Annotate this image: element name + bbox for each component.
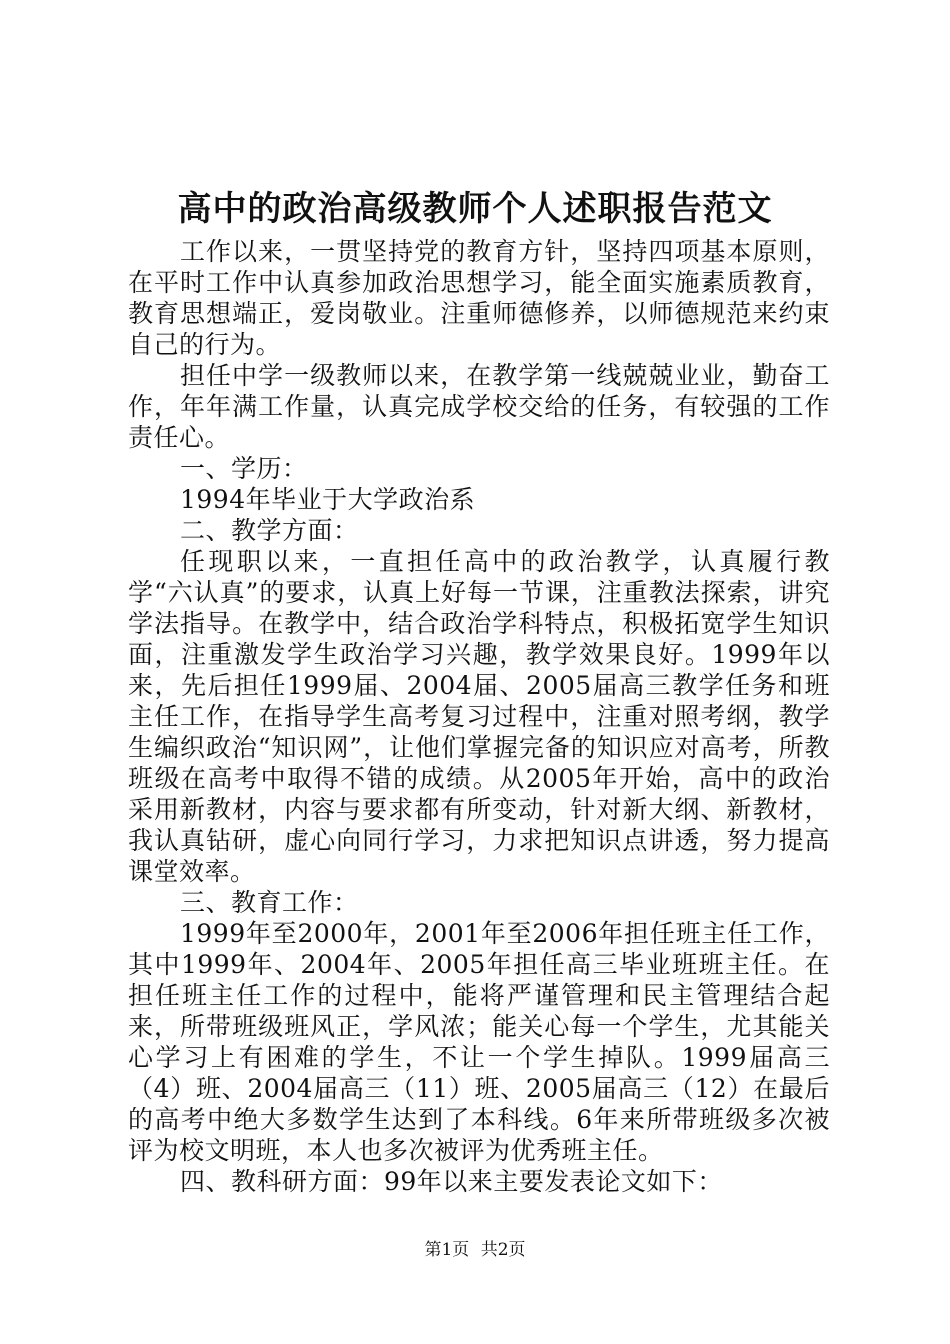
paragraph-intro: 工作以来，一贯坚持党的教育方针，坚持四项基本原则，在平时工作中认真参加政治思想学习，能全面实施素质教育，教育思想端正，爱岗敬业。注重师德修养，以师德规范来约束自己的行为。 <box>128 237 830 359</box>
document-body <box>128 236 830 1197</box>
heading-education-background: 一、学历： <box>180 454 308 483</box>
paragraph-duties: 担任中学一级教师以来，在教学第一线兢兢业业，勤奋工作，年年满工作量，认真完成学校交给的任务，有较强的工作责任心。 <box>128 361 830 452</box>
document-title: 高中的政治高级教师个人述职报告范文 <box>177 189 773 229</box>
page-number: 第1页 <box>424 1240 470 1260</box>
paragraph-education-background: 1994年毕业于大学政治系 <box>180 485 476 514</box>
heading-education-work: 三、教育工作： <box>180 888 359 917</box>
page-footer <box>0 1238 950 1262</box>
page-total: 共2页 <box>480 1240 526 1260</box>
heading-teaching: 二、教学方面： <box>180 516 359 545</box>
paragraph-education-work: 1999年至2000年，2001年至2006年担任班主任工作，其中1999年、2004年、2005年担任高三毕业班班主任。在担任班主任工作的过程中，能将严谨管理和民主管理结合起来，所带班级班风正，学风浓；能关心每一个学生，尤其能关心学习上有困难的学生，不让一个学生掉队。1999届高三（4）班、2004届高三（11）班、2005届高三（12）在最后的高考中绝大多数学生达到了本科线。6年来所带班级多次被评为校文明班，本人也多次被评为优秀班主任。 <box>128 919 830 1165</box>
paragraph-teaching: 任现职以来，一直担任高中的政治教学，认真履行教学“六认真”的要求，认真上好每一节课，注重教法探索，讲究学法指导。在教学中，结合政治学科特点，积极拓宽学生知识面，注重激发学生政治学习兴趣，教学效果良好。1999年以来，先后担任1999届、2004届、2005届高三教学任务和班主任工作，在指导学生高考复习过程中，注重对照考纲，教学生编织政治“知识网”，让他们掌握完备的知识应对高考，所教班级在高考中取得不错的成绩。从2005年开始，高中的政治采用新教材，内容与要求都有所变动，针对新大纲、新教材，我认真钻研，虚心向同行学习，力求把知识点讲透，努力提高课堂效率。 <box>128 547 830 886</box>
heading-research: 四、教科研方面：99年以来主要发表论文如下： <box>180 1167 723 1196</box>
